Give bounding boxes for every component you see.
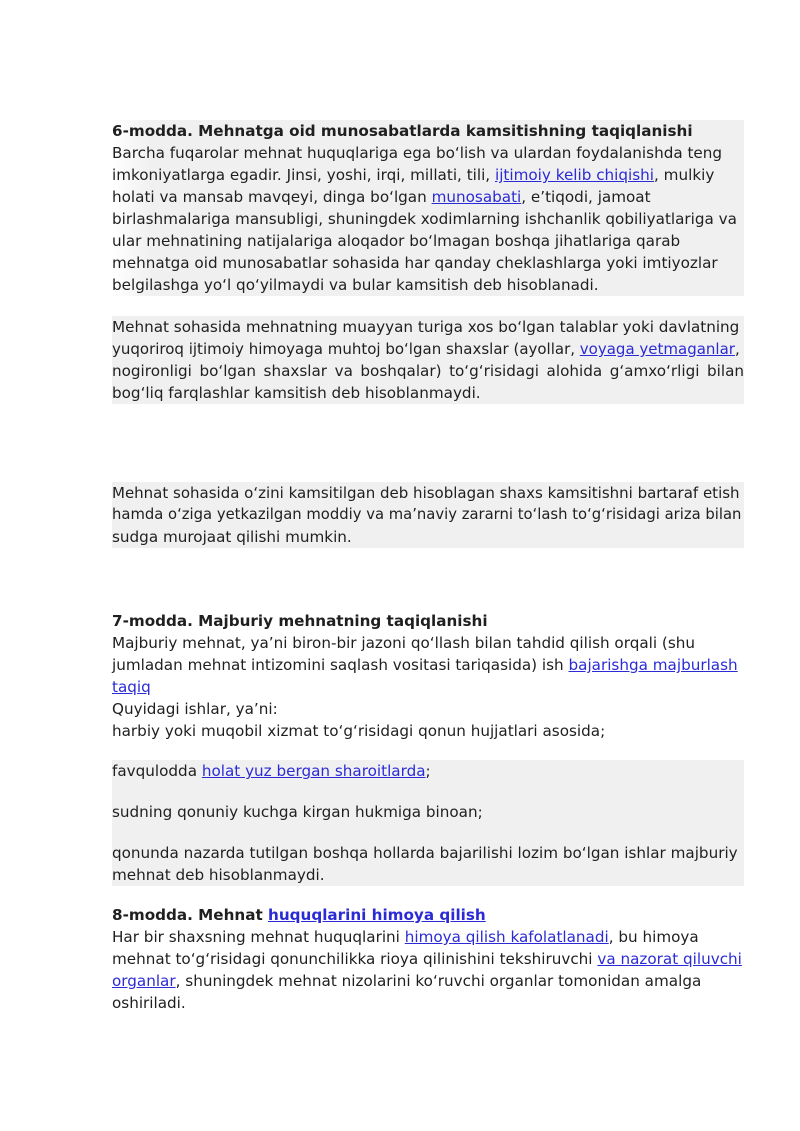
link-bajarishga-majburlash[interactable]: bajarishga majburlash: [568, 656, 738, 674]
paragraph-line: oshiriladi.: [112, 994, 186, 1012]
link-holat-yuz-bergan-sharoitlarda[interactable]: holat yuz bergan sharoitlarda: [201, 762, 426, 780]
paragraph-line: harbiy yoki muqobil xizmat to‘g‘risidagi qonun hujjatlari asosida;: [112, 722, 606, 740]
article-7-heading: 7-modda. Majburiy mehnatning taqiqlanishi: [112, 612, 488, 630]
paragraph-line: nogironligi bo‘lgan shaxslar va boshqalar) to‘g‘risidagi alohida g‘amxo‘rligi bilan: [112, 362, 744, 380]
list-item: favqulodda holat yuz bergan sharoitlarda;: [112, 762, 431, 780]
paragraph-line: hamda o‘ziga yetkazilgan moddiy va ma’naviy zararni to‘lash to‘g‘risidagi ariza bilan: [112, 506, 742, 523]
paragraph-line: mehnat to‘g‘risidagi qonunchilikka rioya qilinishini tekshiruvchi va nazorat qiluvchi: [112, 950, 742, 968]
paragraph-line: Mehnat sohasida mehnatning muayyan turiga xos bo‘lgan talablar yoki davlatning: [112, 318, 740, 336]
link-himoya-qilish-kafolatlanadi[interactable]: himoya qilish kafolatlanadi: [404, 928, 609, 946]
paragraph-line: ular mehnatining natijalariga aloqador bo‘lmagan boshqa jihatlariga qarab: [112, 232, 681, 250]
link-taqiq[interactable]: taqiq: [112, 678, 151, 696]
paragraph-line: holati va mansab mavqeyi, dinga bo‘lgan munosabati, e’tiqodi, jamoat: [112, 188, 651, 206]
list-item: sudning qonuniy kuchga kirgan hukmiga binoan;: [112, 803, 483, 821]
article-8-heading: 8-modda. Mehnat huquqlarini himoya qilish: [112, 906, 486, 924]
paragraph-line: organlar, shuningdek mehnat nizolarini ko‘ruvchi organlar tomonidan amalga: [112, 972, 702, 990]
paragraph-line: jumladan mehnat intizomini saqlash vositasi tariqasida) ish bajarishga majburlash: [112, 656, 738, 674]
list-item: qonunda nazarda tutilgan boshqa hollarda bajarilishi lozim bo‘lgan ishlar majburiy: [112, 844, 738, 862]
paragraph-line: belgilashga yo‘l qo‘yilmaydi va bular kamsitish deb hisoblanadi.: [112, 276, 599, 294]
paragraph-line: Mehnat sohasida o‘zini kamsitilgan deb hisoblagan shaxs kamsitishni bartaraf etish: [112, 484, 740, 502]
link-va-nazorat-qiluvchi[interactable]: va nazorat qiluvchi: [597, 950, 742, 968]
article-8-block: [112, 904, 744, 1014]
paragraph-line: Barcha fuqarolar mehnat huquqlariga ega bo‘lish va ulardan foydalanishda teng: [112, 144, 723, 162]
paragraph-line: Majburiy mehnat, ya’ni biron-bir jazoni qo‘llash bilan tahdid qilish orqali (shu: [112, 634, 696, 652]
article-6-heading: 6-modda. Mehnatga oid munosabatlarda kamsitishning taqiqlanishi: [112, 122, 693, 140]
link-munosabati[interactable]: munosabati: [431, 188, 522, 206]
paragraph-line: bog‘liq farqlashlar kamsitish deb hisoblanmaydi.: [112, 384, 481, 402]
link-voyaga-yetmaganlar[interactable]: voyaga yetmaganlar: [579, 340, 735, 358]
paragraph-line: yuqoriroq ijtimoiy himoyaga muhtoj bo‘lgan shaxslar (ayollar, voyaga yetmaganlar,: [112, 340, 740, 358]
article-7-list: [112, 760, 744, 886]
list-item: mehnat deb hisoblanmaydi.: [112, 866, 325, 884]
article-6-paragraph-2: [112, 316, 744, 404]
paragraph-line: Har bir shaxsning mehnat huquqlarini himoya qilish kafolatlanadi, bu himoya: [112, 928, 699, 946]
paragraph-line: sudga murojaat qilishi mumkin.: [112, 528, 352, 546]
paragraph-line: Quyidagi ishlar, ya’ni:: [112, 700, 278, 718]
paragraph-line: mehnatga oid munosabatlar sohasida har qanday cheklashlarga yoki imtiyozlar: [112, 254, 718, 272]
link-ijtimoiy-kelib-chiqishi[interactable]: ijtimoiy kelib chiqishi: [494, 166, 655, 184]
link-organlar[interactable]: organlar: [112, 972, 176, 990]
paragraph-line: [112, 676, 744, 698]
article-7-block: [112, 610, 744, 742]
article-6-paragraph-3: [112, 482, 744, 548]
article-6-block: [112, 120, 744, 296]
link-huquqlarini-himoya-qilish[interactable]: huquqlarini himoya qilish: [268, 906, 486, 924]
paragraph-line: imkoniyatlarga egadir. Jinsi, yoshi, irqi, millati, tili, ijtimoiy kelib chiqishi, mulkiy: [112, 166, 715, 184]
paragraph-line: birlashmalariga mansubligi, shuningdek xodimlarning ishchanlik qobiliyatlariga va: [112, 210, 737, 228]
